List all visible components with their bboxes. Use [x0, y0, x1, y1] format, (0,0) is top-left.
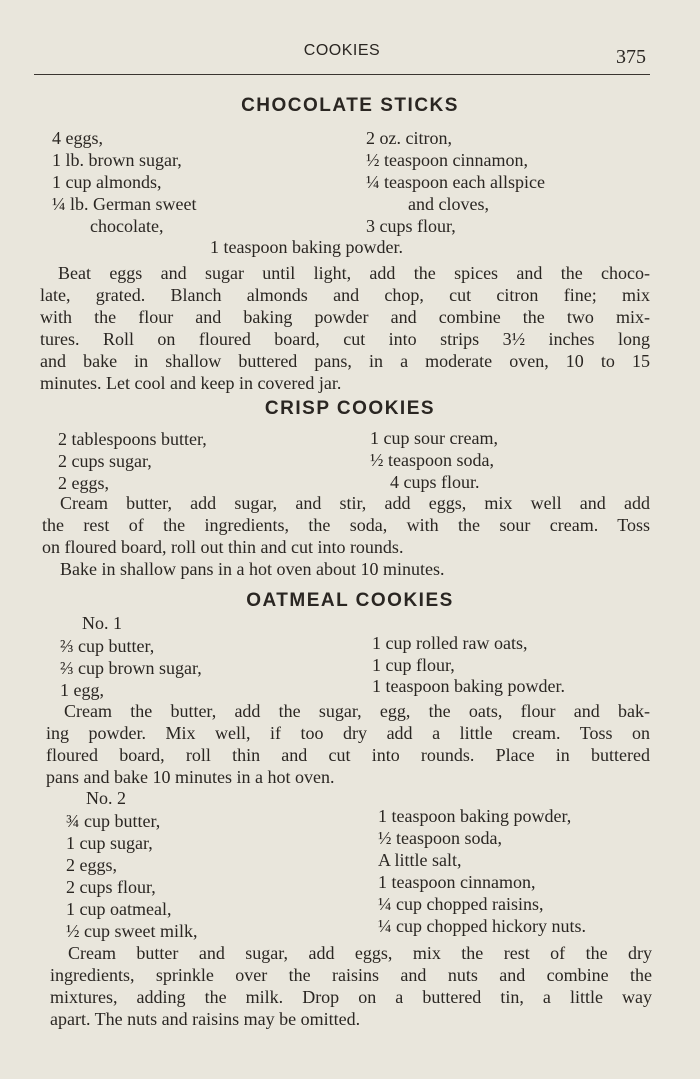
ingredient: 1 cup flour, — [372, 655, 455, 675]
ingredient: 1 egg, — [60, 680, 104, 700]
method-line: Cream the butter, add the sugar, egg, the oats, flour and bak- — [64, 701, 650, 721]
ingredient: ¼ lb. German sweet — [52, 194, 197, 214]
method-line: minutes. Let cool and keep in covered jar. — [40, 373, 342, 393]
ingredient: 1 teaspoon cinnamon, — [378, 872, 536, 892]
recipe-title-oatmeal-cookies: OATMEAL COOKIES — [246, 590, 454, 611]
ingredient: 1 teaspoon baking powder, — [378, 806, 572, 826]
running-head — [34, 40, 650, 75]
ingredient: 2 cups sugar, — [58, 451, 152, 471]
ingredient: 1 cup almonds, — [52, 172, 162, 192]
method-paragraph — [60, 558, 650, 580]
ingredient: 3 cups flour, — [366, 216, 456, 236]
method-line: pans and bake 10 minutes in a hot oven. — [46, 767, 335, 787]
ingredient: 4 eggs, — [52, 128, 103, 148]
ingredient: 1 cup sour cream, — [370, 428, 498, 448]
method-line: mixtures, adding the milk. Drop on a buttered tin, a little way — [50, 987, 652, 1007]
page-number: 375 — [616, 46, 646, 68]
ingredient: 1 lb. brown sugar, — [52, 150, 182, 170]
ingredient: 1 teaspoon baking powder. — [210, 237, 403, 257]
method-line: apart. The nuts and raisins may be omitted. — [50, 1009, 361, 1029]
method-line: floured board, roll thin and cut into rounds. Place in buttered — [46, 745, 650, 765]
ingredient: 2 eggs, — [66, 855, 117, 875]
method-line: late, grated. Blanch almonds and chop, cut citron fine; mix — [40, 285, 650, 305]
ingredient: 2 oz. citron, — [366, 128, 452, 148]
method-line: Cream butter, add sugar, and stir, add eggs, mix well and add — [60, 493, 650, 513]
ingredient: ½ teaspoon soda, — [378, 828, 502, 848]
ingredient: ⅔ cup brown sugar, — [60, 658, 202, 678]
method-paragraph — [46, 700, 650, 788]
method-line: on floured board, roll out thin and cut into rounds. — [42, 537, 404, 557]
method-line: the rest of the ingredients, the soda, with the sour cream. Toss — [42, 515, 650, 535]
method-paragraph — [42, 492, 650, 558]
ingredient: and cloves, — [408, 194, 489, 214]
running-head-title: COOKIES — [303, 42, 381, 59]
variation-label: No. 2 — [86, 788, 126, 808]
method-line: tures. Roll on floured board, cut into strips 3½ inches long — [40, 329, 650, 349]
method-line: Bake in shallow pans in a hot oven about 10 minutes. — [60, 559, 445, 579]
ingredient: A little salt, — [378, 850, 462, 870]
recipe-title-crisp-cookies: CRISP COOKIES — [264, 398, 436, 419]
ingredient: ¼ cup chopped hickory nuts. — [378, 916, 586, 936]
method-line: ing powder. Mix well, if too dry add a little cream. Toss on — [46, 723, 650, 743]
method-line: Cream butter and sugar, add eggs, mix the rest of the dry — [68, 943, 652, 963]
ingredient: ½ cup sweet milk, — [66, 921, 198, 941]
ingredient: 1 cup rolled raw oats, — [372, 633, 528, 653]
ingredient: 1 teaspoon baking powder. — [372, 676, 565, 696]
recipe-title-chocolate-sticks: CHOCOLATE STICKS — [241, 95, 459, 116]
ingredient: 4 cups flour. — [390, 472, 480, 492]
ingredient: chocolate, — [90, 216, 164, 236]
ingredient: ½ teaspoon cinnamon, — [366, 150, 528, 170]
ingredient: ¾ cup butter, — [66, 811, 161, 831]
method-paragraph — [40, 262, 650, 394]
method-paragraph — [50, 942, 652, 1030]
method-line: Beat eggs and sugar until light, add the spices and the choco- — [58, 263, 650, 283]
ingredient: 2 cups flour, — [66, 877, 156, 897]
variation-label: No. 1 — [82, 613, 122, 633]
ingredient: ½ teaspoon soda, — [370, 450, 494, 470]
ingredient: ¼ cup chopped raisins, — [378, 894, 544, 914]
method-line: ingredients, sprinkle over the raisins and nuts and combine the — [50, 965, 652, 985]
ingredient: 2 tablespoons butter, — [58, 429, 207, 449]
method-line: with the flour and baking powder and combine the two mix- — [40, 307, 650, 327]
ingredient: ⅔ cup butter, — [60, 636, 155, 656]
method-line: and bake in shallow buttered pans, in a moderate oven, 10 to 15 — [40, 351, 650, 371]
ingredient: 1 cup sugar, — [66, 833, 153, 853]
ingredient: ¼ teaspoon each allspice — [366, 172, 545, 192]
ingredient: 2 eggs, — [58, 473, 109, 493]
ingredient: 1 cup oatmeal, — [66, 899, 172, 919]
